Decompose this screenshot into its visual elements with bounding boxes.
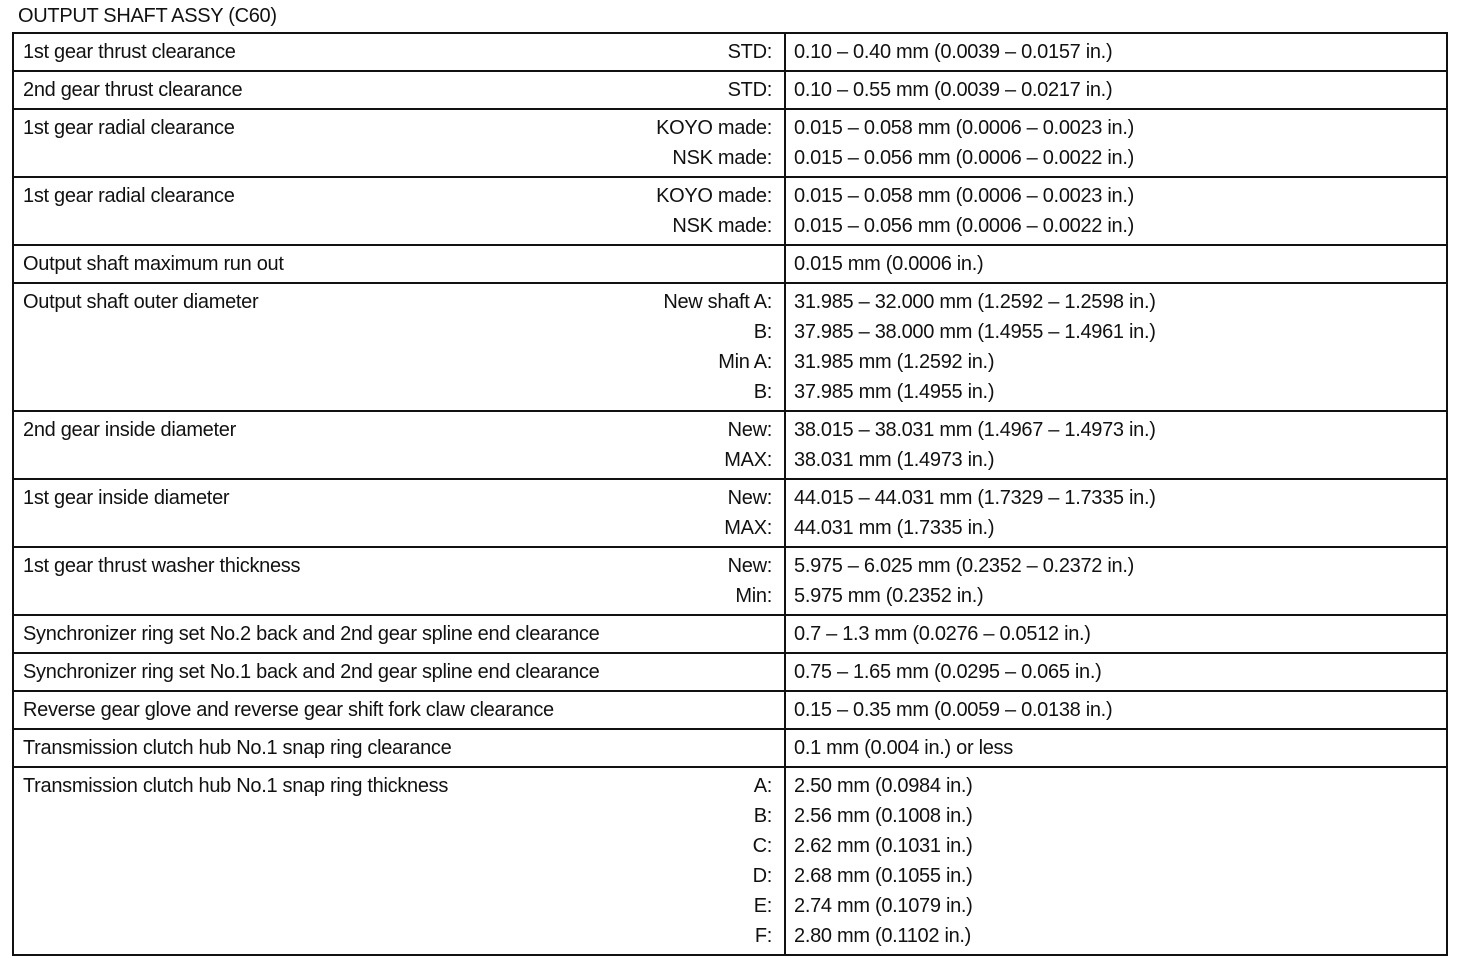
- spec-row: [13, 547, 1447, 615]
- item-name: 2nd gear inside diameter: [23, 419, 236, 441]
- value-cell: [785, 479, 1447, 547]
- item-cell: [13, 547, 785, 615]
- condition-label: New:: [727, 487, 772, 509]
- item-name: 2nd gear thrust clearance: [23, 79, 243, 101]
- spec-value: 38.031 mm (1.4973 in.): [794, 449, 995, 471]
- spec-value: 5.975 mm (0.2352 in.): [794, 585, 984, 607]
- value-list: [786, 110, 1446, 176]
- condition-label: MAX:: [724, 517, 772, 539]
- value-cell: [785, 71, 1447, 109]
- spec-value: 31.985 mm (1.2592 in.): [794, 351, 995, 373]
- value-cell: [785, 177, 1447, 245]
- condition-label: KOYO made:: [656, 185, 772, 207]
- condition-label: STD:: [727, 41, 772, 63]
- item-cell: [13, 71, 785, 109]
- spec-value: 0.015 – 0.058 mm (0.0006 – 0.0023 in.): [794, 117, 1134, 139]
- spec-value: 0.015 – 0.058 mm (0.0006 – 0.0023 in.): [794, 185, 1134, 207]
- spec-row: [13, 653, 1447, 691]
- value-list: [786, 768, 1446, 954]
- spec-value: 38.015 – 38.031 mm (1.4967 – 1.4973 in.): [794, 419, 1156, 441]
- spec-value: 44.015 – 44.031 mm (1.7329 – 1.7335 in.): [794, 487, 1156, 509]
- item-name: Transmission clutch hub No.1 snap ring clearance: [23, 737, 452, 759]
- item-cell: [13, 653, 785, 691]
- value-cell: [785, 615, 1447, 653]
- value-list: [786, 284, 1446, 410]
- spec-value: 2.56 mm (0.1008 in.): [794, 805, 973, 827]
- spec-value: 0.015 – 0.056 mm (0.0006 – 0.0022 in.): [794, 147, 1134, 169]
- spec-row: [13, 615, 1447, 653]
- item-cell: [13, 615, 785, 653]
- condition-label: New:: [727, 555, 772, 577]
- spec-value: 31.985 – 32.000 mm (1.2592 – 1.2598 in.): [794, 291, 1156, 313]
- item-cell: [13, 245, 785, 283]
- spec-row: [13, 245, 1447, 283]
- page-title: OUTPUT SHAFT ASSY (C60): [18, 5, 277, 27]
- condition-label: B:: [753, 381, 772, 403]
- spec-value: 5.975 – 6.025 mm (0.2352 – 0.2372 in.): [794, 555, 1134, 577]
- condition-label: New shaft A:: [663, 291, 772, 313]
- spec-row: [13, 71, 1447, 109]
- item-cell: [13, 729, 785, 767]
- spec-value: 0.75 – 1.65 mm (0.0295 – 0.065 in.): [794, 661, 1102, 683]
- item-cell: [13, 109, 785, 177]
- spec-value: 0.1 mm (0.004 in.) or less: [794, 737, 1013, 759]
- value-list: [786, 178, 1446, 244]
- item-name: Transmission clutch hub No.1 snap ring thickness: [23, 775, 449, 797]
- item-cell: [13, 767, 785, 955]
- spec-value: 37.985 mm (1.4955 in.): [794, 381, 995, 403]
- condition-label: MAX:: [724, 449, 772, 471]
- item-name: Output shaft maximum run out: [23, 253, 284, 275]
- condition-label: A:: [753, 775, 772, 797]
- value-list: [786, 412, 1446, 478]
- spec-value: 2.50 mm (0.0984 in.): [794, 775, 973, 797]
- value-list: [786, 34, 1446, 70]
- value-list: [786, 480, 1446, 546]
- spec-value: 0.7 – 1.3 mm (0.0276 – 0.0512 in.): [794, 623, 1091, 645]
- spec-row: [13, 283, 1447, 411]
- item-cell: [13, 283, 785, 411]
- spec-value: 0.10 – 0.55 mm (0.0039 – 0.0217 in.): [794, 79, 1113, 101]
- spec-row: [13, 729, 1447, 767]
- condition-label: New:: [727, 419, 772, 441]
- condition-label: KOYO made:: [656, 117, 772, 139]
- spec-value: 2.62 mm (0.1031 in.): [794, 835, 973, 857]
- value-list: [786, 692, 1446, 728]
- spec-row: [13, 479, 1447, 547]
- value-cell: [785, 767, 1447, 955]
- item-cell: [13, 479, 785, 547]
- value-cell: [785, 653, 1447, 691]
- item-cell: [13, 33, 785, 71]
- condition-label: NSK made:: [672, 215, 772, 237]
- value-cell: [785, 729, 1447, 767]
- spec-row: [13, 177, 1447, 245]
- item-name: 1st gear thrust washer thickness: [23, 555, 301, 577]
- condition-label: E:: [753, 895, 772, 917]
- item-name: Synchronizer ring set No.1 back and 2nd gear spline end clearance: [23, 661, 600, 683]
- item-name: 1st gear thrust clearance: [23, 41, 236, 63]
- spec-row: [13, 767, 1447, 955]
- item-name: Reverse gear glove and reverse gear shift fork claw clearance: [23, 699, 554, 721]
- value-cell: [785, 691, 1447, 729]
- value-cell: [785, 411, 1447, 479]
- value-list: [786, 654, 1446, 690]
- condition-label: D:: [752, 865, 772, 887]
- spec-value: 0.15 – 0.35 mm (0.0059 – 0.0138 in.): [794, 699, 1113, 721]
- value-cell: [785, 283, 1447, 411]
- spec-value: 2.80 mm (0.1102 in.): [794, 925, 972, 947]
- value-cell: [785, 547, 1447, 615]
- spec-value: 44.031 mm (1.7335 in.): [794, 517, 995, 539]
- value-list: [786, 246, 1446, 282]
- condition-label: Min:: [735, 585, 772, 607]
- spec-value: 37.985 – 38.000 mm (1.4955 – 1.4961 in.): [794, 321, 1156, 343]
- value-list: [786, 72, 1446, 108]
- spec-value: 0.015 – 0.056 mm (0.0006 – 0.0022 in.): [794, 215, 1134, 237]
- item-cell: [13, 411, 785, 479]
- value-list: [786, 616, 1446, 652]
- condition-label: Min A:: [718, 351, 772, 373]
- item-cell: [13, 691, 785, 729]
- item-name: Output shaft outer diameter: [23, 291, 259, 313]
- item-name: 1st gear radial clearance: [23, 117, 235, 139]
- condition-label: B:: [753, 805, 772, 827]
- spec-row: [13, 33, 1447, 71]
- spec-value: 0.10 – 0.40 mm (0.0039 – 0.0157 in.): [794, 41, 1113, 63]
- condition-label: B:: [753, 321, 772, 343]
- spec-row: [13, 691, 1447, 729]
- item-name: 1st gear inside diameter: [23, 487, 230, 509]
- spec-row: [13, 109, 1447, 177]
- condition-label: STD:: [727, 79, 772, 101]
- spec-table-body: [13, 33, 1447, 955]
- value-cell: [785, 245, 1447, 283]
- value-list: [786, 730, 1446, 766]
- spec-value: 2.74 mm (0.1079 in.): [794, 895, 973, 917]
- spec-value: 0.015 mm (0.0006 in.): [794, 253, 984, 275]
- value-cell: [785, 109, 1447, 177]
- item-cell: [13, 177, 785, 245]
- value-cell: [785, 33, 1447, 71]
- item-name: 1st gear radial clearance: [23, 185, 235, 207]
- spec-row: [13, 411, 1447, 479]
- value-list: [786, 548, 1446, 614]
- condition-label: NSK made:: [672, 147, 772, 169]
- condition-label: C:: [752, 835, 772, 857]
- spec-table: [12, 32, 1448, 956]
- spec-value: 2.68 mm (0.1055 in.): [794, 865, 973, 887]
- condition-label: F:: [754, 925, 772, 947]
- item-name: Synchronizer ring set No.2 back and 2nd gear spline end clearance: [23, 623, 600, 645]
